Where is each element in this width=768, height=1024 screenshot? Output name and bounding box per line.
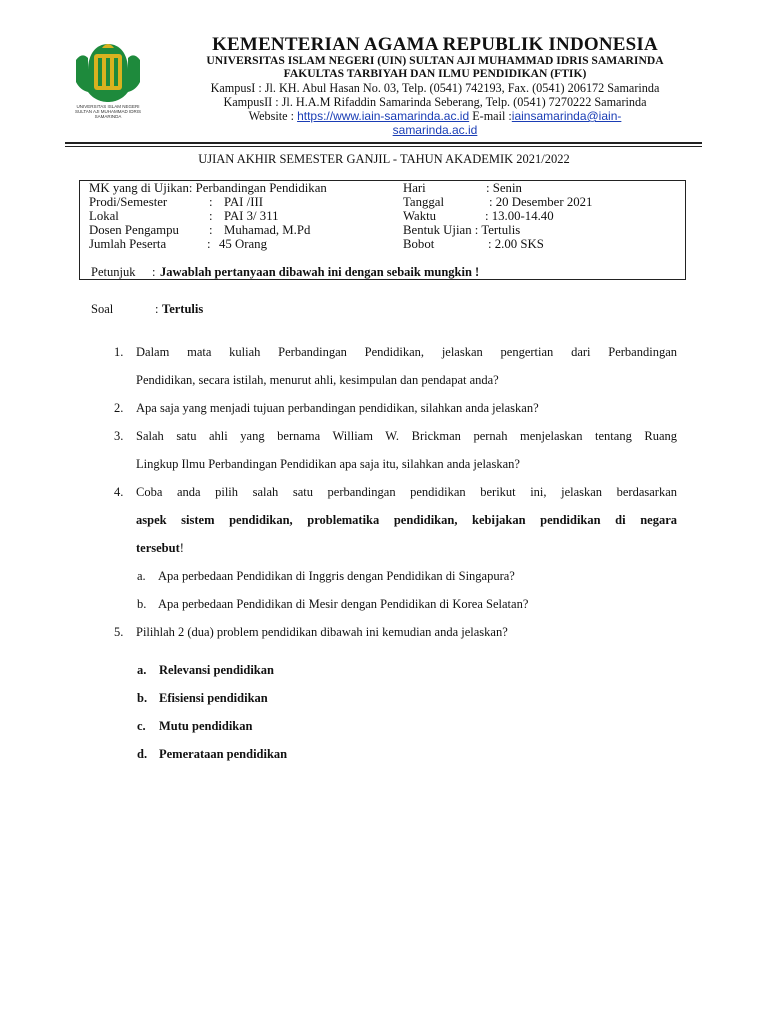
question-3-number: 3.: [114, 429, 124, 443]
lokal-separator: :: [209, 209, 213, 223]
website-link[interactable]: https://www.iain-samarinda.ac.id: [297, 109, 470, 123]
logo-caption-line3: SAMARINDA: [94, 114, 122, 119]
question-3-line1: Salah satu ahli yang bernama William W. Brickman pernah menjelaskan tentang Ruang: [136, 429, 677, 443]
option-b-text: Efisiensi pendidikan: [159, 691, 268, 705]
question-5-line1: Pilihlah 2 (dua) problem pendidikan dibawah ini kemudian anda jelaskan?: [136, 625, 508, 639]
prodi-separator: :: [209, 195, 213, 209]
option-a-label: a.: [137, 663, 147, 677]
campus2-address: KampusII : Jl. H.A.M Rifaddin Samarinda Seberang, Telp. (0541) 7270222 Samarinda: [223, 95, 647, 109]
soal-separator: :: [155, 302, 159, 316]
question-2-number: 2.: [114, 401, 124, 415]
prodi-value: PAI /III: [224, 195, 263, 209]
header-rule-thick: [65, 142, 702, 144]
question-4-line3-end: !: [179, 541, 184, 555]
question-4-sub-b: Apa perbedaan Pendidikan di Mesir dengan Pendidikan di Korea Selatan?: [158, 597, 529, 611]
university-name: UNIVERSITAS ISLAM NEGERI (UIN) SULTAN AJI MUHAMMAD IDRIS SAMARINDA: [206, 54, 664, 67]
contact-line: [150, 109, 720, 124]
peserta-separator: :: [207, 237, 211, 251]
contact-line-2: [150, 123, 720, 138]
option-b-label: b.: [137, 691, 148, 705]
logo-caption-line1: UNIVERSITAS ISLAM NEGERI: [76, 104, 140, 109]
question-4-number: 4.: [114, 485, 124, 499]
dosen-separator: :: [209, 223, 213, 237]
bentuk-ujian: Bentuk Ujian : Tertulis: [403, 223, 521, 237]
peserta-label: Jumlah Peserta: [89, 237, 167, 251]
logo-caption-line2: SULTAN AJI MUHAMMAD IDRIS: [74, 109, 142, 114]
prodi-label: Prodi/Semester: [89, 195, 168, 209]
question-1-line1: Dalam mata kuliah Perbandingan Pendidikan, jelaskan pengertian dari Perbandingan: [136, 345, 677, 359]
question-4-line3: [136, 541, 184, 556]
petunjuk-text: Jawablah pertanyaan dibawah ini dengan sebaik mungkin !: [160, 265, 480, 279]
ministry-title: KEMENTERIAN AGAMA REPUBLIK INDONESIA: [212, 34, 658, 55]
question-4-line3-bold: tersebut: [136, 541, 180, 555]
waktu-label: Waktu: [403, 209, 437, 223]
option-c-text: Mutu pendidikan: [159, 719, 253, 733]
option-d-text: Pemerataan pendidikan: [159, 747, 288, 761]
tanggal-label: Tanggal: [403, 195, 445, 209]
faculty-name: FAKULTAS TARBIYAH DAN ILMU PENDIDIKAN (FTIK): [283, 67, 587, 80]
option-a-text: Relevansi pendidikan: [159, 663, 274, 677]
website-label: Website :: [248, 109, 298, 123]
question-4-line1: Coba anda pilih salah satu perbandingan pendidikan berikut ini, jelaskan berdasarkan: [136, 485, 677, 499]
lokal-value: PAI 3/ 311: [224, 209, 279, 223]
lokal-label: Lokal: [89, 209, 119, 223]
campus1-address: KampusI : Jl. KH. Abul Hasan No. 03, Telp. (0541) 742193, Fax. (0541) 206172 Samarinda: [210, 81, 660, 95]
question-1-line2: Pendidikan, secara istilah, menurut ahli, kesimpulan dan pendapat anda?: [136, 373, 499, 387]
header-rule-thin: [65, 146, 702, 147]
mk-field: MK yang di Ujikan: Perbandingan Pendidikan: [89, 181, 327, 195]
dosen-value: Muhamad, M.Pd: [224, 223, 311, 237]
option-d-label: d.: [137, 747, 148, 761]
question-5-number: 5.: [114, 625, 124, 639]
bobot-label: Bobot: [403, 237, 435, 251]
question-2-line1: Apa saja yang menjadi tujuan perbandingan pendidikan, silahkan anda jelaskan?: [136, 401, 539, 415]
soal-label: Soal: [91, 302, 114, 316]
hari-value: : Senin: [486, 181, 522, 195]
question-1-number: 1.: [114, 345, 124, 359]
dosen-label: Dosen Pengampu: [89, 223, 179, 237]
peserta-value: 45 Orang: [219, 237, 267, 251]
option-c-label: c.: [137, 719, 146, 733]
waktu-value: : 13.00-14.40: [485, 209, 554, 223]
question-3-line2: Lingkup Ilmu Perbandingan Pendidikan apa saja itu, silahkan anda jelaskan?: [136, 457, 520, 471]
hari-label: Hari: [403, 181, 426, 195]
tanggal-value: : 20 Desember 2021: [489, 195, 593, 209]
logo-caption: [68, 104, 148, 119]
question-4-line2: aspek sistem pendidikan, problematika pendidikan, kebijakan pendidikan di negara: [136, 513, 677, 527]
petunjuk-label: Petunjuk: [91, 265, 136, 279]
question-4-sub-a: Apa perbedaan Pendidikan di Inggris dengan Pendidikan di Singapura?: [158, 569, 515, 583]
soal-value: Tertulis: [162, 302, 204, 316]
petunjuk-separator: :: [152, 265, 156, 279]
exam-title: UJIAN AKHIR SEMESTER GANJIL - TAHUN AKADEMIK 2021/2022: [198, 152, 570, 166]
bobot-value: : 2.00 SKS: [488, 237, 544, 251]
question-4-sub-a-label: a.: [137, 569, 146, 583]
email-link-continued[interactable]: samarinda.ac.id: [392, 123, 478, 137]
email-link[interactable]: iainsamarinda@iain-: [511, 109, 622, 123]
question-4-sub-b-label: b.: [137, 597, 147, 611]
email-label: E-mail :: [469, 109, 512, 123]
